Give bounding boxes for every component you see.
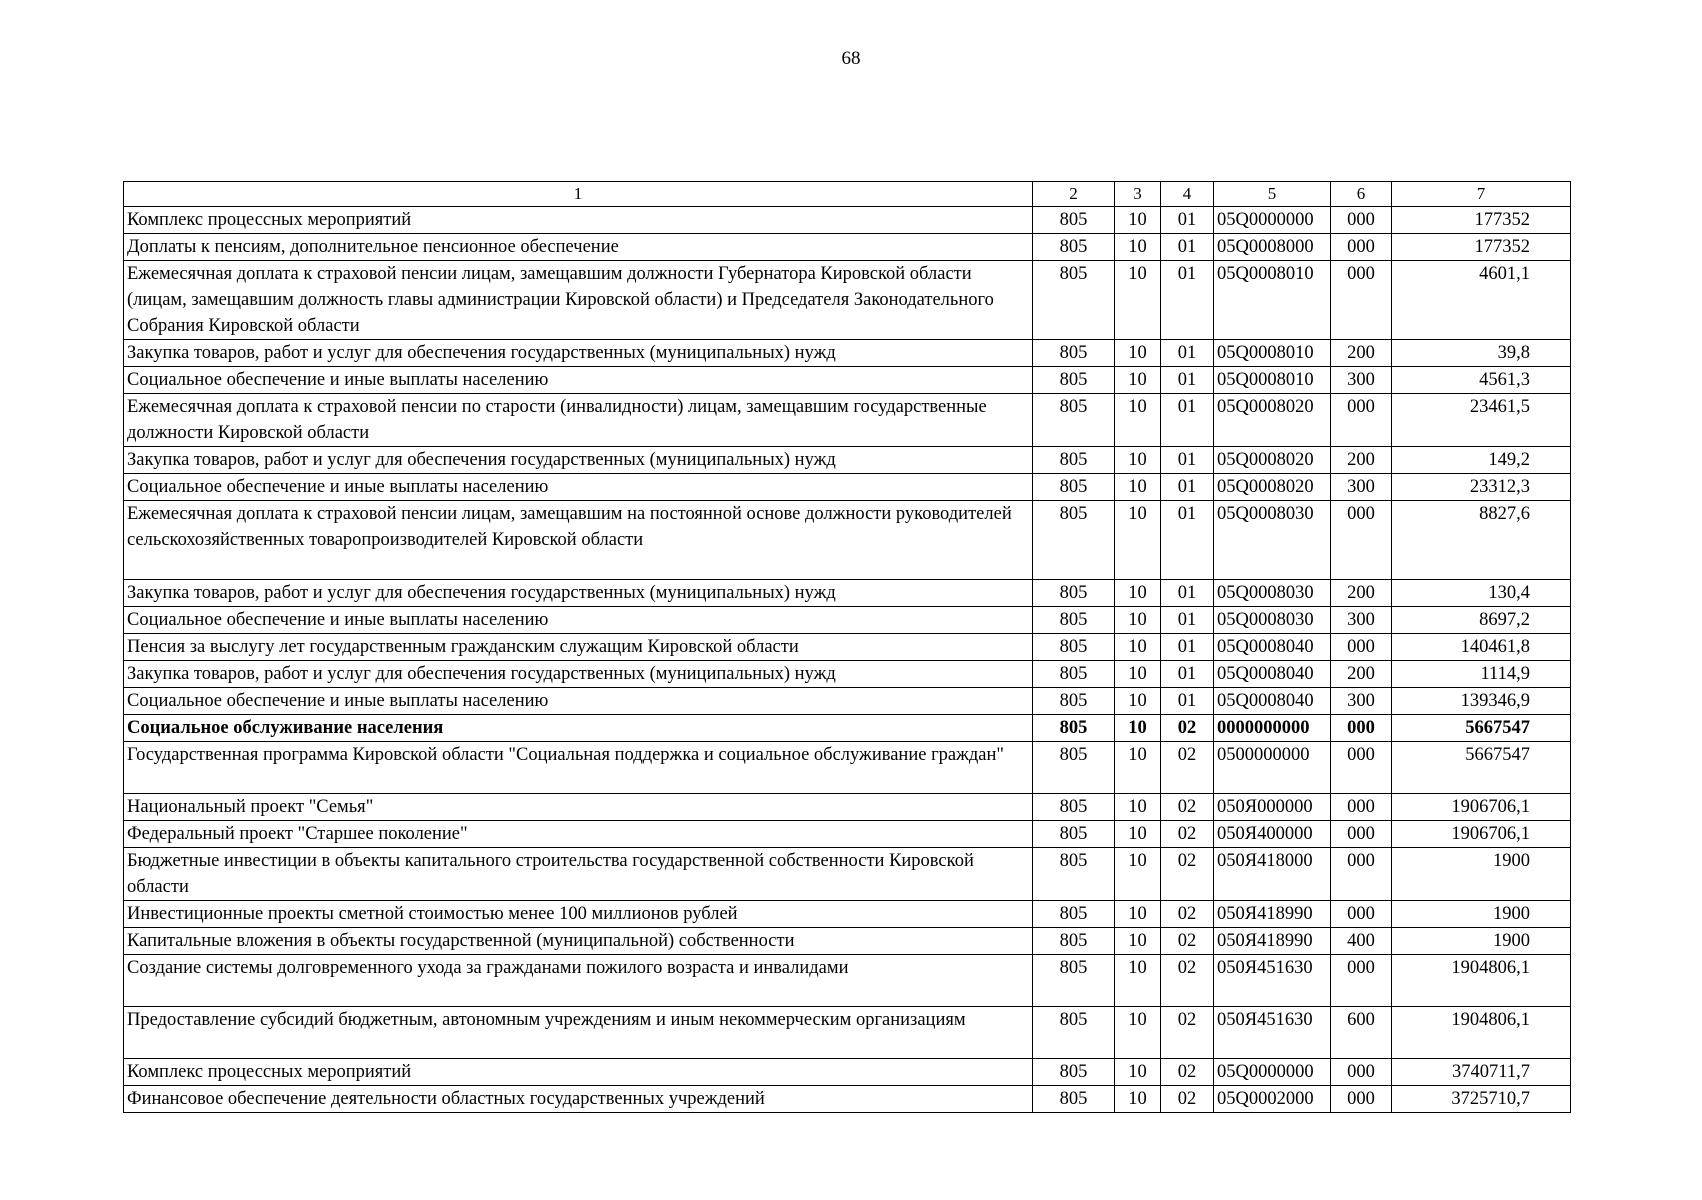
- header-cell-1: 1: [124, 182, 1033, 207]
- row-code-4-cell: 01: [1161, 688, 1214, 715]
- row-name-cell: Комплекс процессных мероприятий: [124, 1059, 1033, 1086]
- row-name-cell: Закупка товаров, работ и услуг для обеспечения государственных (муниципальных) нужд: [124, 340, 1033, 367]
- header-cell-4: 4: [1161, 182, 1214, 207]
- table-row: [124, 207, 1571, 234]
- row-amount-cell: 23312,3: [1392, 474, 1571, 501]
- row-code-5-cell: 050Я400000: [1214, 821, 1331, 848]
- row-name-cell: Государственная программа Кировской области "Социальная поддержка и социальное обслуживание граждан": [124, 742, 1033, 794]
- row-code-2-cell: 805: [1033, 474, 1115, 501]
- row-name-cell: Социальное обслуживание населения: [124, 715, 1033, 742]
- row-code-4-cell: 01: [1161, 340, 1214, 367]
- row-code-5-cell: 050Я451630: [1214, 955, 1331, 1007]
- row-code-4-cell: 01: [1161, 634, 1214, 661]
- row-code-5-cell: 05Q0008020: [1214, 474, 1331, 501]
- row-code-4-cell: 02: [1161, 955, 1214, 1007]
- row-code-4-cell: 01: [1161, 607, 1214, 634]
- row-code-5-cell: 05Q0008010: [1214, 340, 1331, 367]
- row-code-6-cell: 000: [1331, 1086, 1392, 1113]
- row-code-4-cell: 02: [1161, 901, 1214, 928]
- row-code-4-cell: 01: [1161, 661, 1214, 688]
- row-code-3-cell: 10: [1115, 955, 1161, 1007]
- table-row: [124, 261, 1571, 340]
- row-code-3-cell: 10: [1115, 634, 1161, 661]
- row-code-3-cell: 10: [1115, 261, 1161, 340]
- row-code-6-cell: 400: [1331, 928, 1392, 955]
- row-code-5-cell: 05Q0008030: [1214, 580, 1331, 607]
- header-cell-5: 5: [1214, 182, 1331, 207]
- row-name-cell: Комплекс процессных мероприятий: [124, 207, 1033, 234]
- row-name-cell: Финансовое обеспечение деятельности областных государственных учреждений: [124, 1086, 1033, 1113]
- row-code-5-cell: 05Q0008030: [1214, 501, 1331, 580]
- row-code-3-cell: 10: [1115, 715, 1161, 742]
- row-code-2-cell: 805: [1033, 634, 1115, 661]
- row-amount-cell: 5667547: [1392, 715, 1571, 742]
- row-code-6-cell: 000: [1331, 394, 1392, 447]
- row-code-2-cell: 805: [1033, 901, 1115, 928]
- row-code-4-cell: 01: [1161, 474, 1214, 501]
- row-code-5-cell: 05Q0000000: [1214, 1059, 1331, 1086]
- row-code-6-cell: 300: [1331, 688, 1392, 715]
- row-name-cell: Ежемесячная доплата к страховой пенсии лицам, замещавшим на постоянной основе должности руководителей сельскохозяйственных товаропроизводителей Кировской области: [124, 501, 1033, 580]
- row-code-3-cell: 10: [1115, 928, 1161, 955]
- row-code-3-cell: 10: [1115, 901, 1161, 928]
- row-code-4-cell: 02: [1161, 1086, 1214, 1113]
- row-code-6-cell: 000: [1331, 501, 1392, 580]
- row-code-5-cell: 05Q0008020: [1214, 447, 1331, 474]
- row-amount-cell: 1904806,1: [1392, 1007, 1571, 1059]
- row-code-5-cell: 05Q0008040: [1214, 634, 1331, 661]
- row-code-3-cell: 10: [1115, 340, 1161, 367]
- row-code-5-cell: 05Q0002000: [1214, 1086, 1331, 1113]
- row-code-5-cell: 05Q0000000: [1214, 207, 1331, 234]
- row-code-3-cell: 10: [1115, 742, 1161, 794]
- row-amount-cell: 177352: [1392, 207, 1571, 234]
- row-code-2-cell: 805: [1033, 821, 1115, 848]
- row-code-3-cell: 10: [1115, 474, 1161, 501]
- row-code-2-cell: 805: [1033, 928, 1115, 955]
- header-cell-3: 3: [1115, 182, 1161, 207]
- row-code-2-cell: 805: [1033, 340, 1115, 367]
- table-row: [124, 367, 1571, 394]
- row-code-4-cell: 01: [1161, 501, 1214, 580]
- row-code-3-cell: 10: [1115, 447, 1161, 474]
- row-code-3-cell: 10: [1115, 1059, 1161, 1086]
- row-code-2-cell: 805: [1033, 688, 1115, 715]
- row-code-2-cell: 805: [1033, 742, 1115, 794]
- row-code-6-cell: 000: [1331, 1059, 1392, 1086]
- row-amount-cell: 39,8: [1392, 340, 1571, 367]
- row-code-6-cell: 000: [1331, 234, 1392, 261]
- table-row: [124, 234, 1571, 261]
- table-row: [124, 928, 1571, 955]
- row-code-5-cell: 05Q0008040: [1214, 661, 1331, 688]
- table-row: [124, 1086, 1571, 1113]
- table-row: [124, 340, 1571, 367]
- row-name-cell: Предоставление субсидий бюджетным, автономным учреждениям и иным некоммерческим организациям: [124, 1007, 1033, 1059]
- row-code-6-cell: 000: [1331, 634, 1392, 661]
- row-amount-cell: 3740711,7: [1392, 1059, 1571, 1086]
- row-code-3-cell: 10: [1115, 848, 1161, 901]
- row-amount-cell: 8697,2: [1392, 607, 1571, 634]
- row-code-4-cell: 02: [1161, 821, 1214, 848]
- row-name-cell: Ежемесячная доплата к страховой пенсии лицам, замещавшим должности Губернатора Кировской области (лицам, замещавшим должность главы администрации Кировской области) и Председателя Законодательного Собрания Кировской области: [124, 261, 1033, 340]
- row-amount-cell: 177352: [1392, 234, 1571, 261]
- row-amount-cell: 1906706,1: [1392, 821, 1571, 848]
- row-amount-cell: 23461,5: [1392, 394, 1571, 447]
- row-code-3-cell: 10: [1115, 580, 1161, 607]
- row-code-3-cell: 10: [1115, 821, 1161, 848]
- table-row: [124, 821, 1571, 848]
- row-code-4-cell: 02: [1161, 742, 1214, 794]
- row-code-2-cell: 805: [1033, 1086, 1115, 1113]
- table-row: [124, 955, 1571, 1007]
- row-code-3-cell: 10: [1115, 394, 1161, 447]
- row-code-3-cell: 10: [1115, 501, 1161, 580]
- row-code-2-cell: 805: [1033, 715, 1115, 742]
- row-code-5-cell: 050Я418990: [1214, 901, 1331, 928]
- row-code-4-cell: 02: [1161, 1007, 1214, 1059]
- row-code-3-cell: 10: [1115, 1086, 1161, 1113]
- row-code-6-cell: 200: [1331, 340, 1392, 367]
- row-amount-cell: 139346,9: [1392, 688, 1571, 715]
- row-name-cell: Закупка товаров, работ и услуг для обеспечения государственных (муниципальных) нужд: [124, 580, 1033, 607]
- row-code-5-cell: 050Я418000: [1214, 848, 1331, 901]
- row-amount-cell: 1904806,1: [1392, 955, 1571, 1007]
- row-name-cell: Социальное обеспечение и иные выплаты населению: [124, 474, 1033, 501]
- row-code-5-cell: 05Q0008040: [1214, 688, 1331, 715]
- row-code-4-cell: 01: [1161, 367, 1214, 394]
- header-cell-7: 7: [1392, 182, 1571, 207]
- row-amount-cell: 140461,8: [1392, 634, 1571, 661]
- table-row: [124, 715, 1571, 742]
- row-code-2-cell: 805: [1033, 234, 1115, 261]
- row-code-6-cell: 000: [1331, 821, 1392, 848]
- row-code-2-cell: 805: [1033, 1007, 1115, 1059]
- table-row: [124, 580, 1571, 607]
- row-name-cell: Создание системы долговременного ухода за гражданами пожилого возраста и инвалидами: [124, 955, 1033, 1007]
- row-code-5-cell: 050Я451630: [1214, 1007, 1331, 1059]
- row-code-5-cell: 050Я418990: [1214, 928, 1331, 955]
- header-cell-2: 2: [1033, 182, 1115, 207]
- row-code-2-cell: 805: [1033, 447, 1115, 474]
- row-code-5-cell: 05Q0008010: [1214, 367, 1331, 394]
- page-number: 68: [841, 48, 861, 69]
- row-code-4-cell: 02: [1161, 848, 1214, 901]
- row-name-cell: Капитальные вложения в объекты государственной (муниципальной) собственности: [124, 928, 1033, 955]
- row-code-6-cell: 000: [1331, 901, 1392, 928]
- row-code-2-cell: 805: [1033, 261, 1115, 340]
- row-amount-cell: 4561,3: [1392, 367, 1571, 394]
- row-code-3-cell: 10: [1115, 794, 1161, 821]
- row-code-6-cell: 200: [1331, 580, 1392, 607]
- row-code-2-cell: 805: [1033, 367, 1115, 394]
- row-code-5-cell: 050Я000000: [1214, 794, 1331, 821]
- row-name-cell: Закупка товаров, работ и услуг для обеспечения государственных (муниципальных) нужд: [124, 447, 1033, 474]
- row-code-2-cell: 805: [1033, 794, 1115, 821]
- row-code-3-cell: 10: [1115, 661, 1161, 688]
- row-code-4-cell: 01: [1161, 207, 1214, 234]
- table-row: [124, 901, 1571, 928]
- row-code-6-cell: 300: [1331, 474, 1392, 501]
- row-code-6-cell: 000: [1331, 742, 1392, 794]
- row-code-6-cell: 200: [1331, 661, 1392, 688]
- row-code-5-cell: 05Q0008020: [1214, 394, 1331, 447]
- row-code-3-cell: 10: [1115, 688, 1161, 715]
- row-code-5-cell: 05Q0008030: [1214, 607, 1331, 634]
- row-name-cell: Закупка товаров, работ и услуг для обеспечения государственных (муниципальных) нужд: [124, 661, 1033, 688]
- row-code-2-cell: 805: [1033, 501, 1115, 580]
- table-row: [124, 447, 1571, 474]
- row-amount-cell: 3725710,7: [1392, 1086, 1571, 1113]
- row-code-2-cell: 805: [1033, 580, 1115, 607]
- row-name-cell: Национальный проект "Семья": [124, 794, 1033, 821]
- row-code-6-cell: 000: [1331, 848, 1392, 901]
- table-row: [124, 394, 1571, 447]
- row-code-4-cell: 02: [1161, 794, 1214, 821]
- row-code-3-cell: 10: [1115, 367, 1161, 394]
- row-name-cell: Пенсия за выслугу лет государственным гражданским служащим Кировской области: [124, 634, 1033, 661]
- row-code-2-cell: 805: [1033, 607, 1115, 634]
- row-code-4-cell: 01: [1161, 394, 1214, 447]
- row-code-4-cell: 02: [1161, 715, 1214, 742]
- row-amount-cell: 1900: [1392, 901, 1571, 928]
- row-name-cell: Бюджетные инвестиции в объекты капитального строительства государственной собственности Кировской области: [124, 848, 1033, 901]
- row-code-5-cell: 0000000000: [1214, 715, 1331, 742]
- row-code-6-cell: 000: [1331, 715, 1392, 742]
- row-amount-cell: 1900: [1392, 848, 1571, 901]
- row-code-6-cell: 000: [1331, 261, 1392, 340]
- row-amount-cell: 4601,1: [1392, 261, 1571, 340]
- table-row: [124, 688, 1571, 715]
- table-row: [124, 1007, 1571, 1059]
- row-code-3-cell: 10: [1115, 607, 1161, 634]
- table-row: [124, 794, 1571, 821]
- row-amount-cell: 8827,6: [1392, 501, 1571, 580]
- row-name-cell: Социальное обеспечение и иные выплаты населению: [124, 607, 1033, 634]
- row-amount-cell: 1906706,1: [1392, 794, 1571, 821]
- row-code-4-cell: 01: [1161, 580, 1214, 607]
- table-row: [124, 848, 1571, 901]
- header-row: [124, 182, 1571, 207]
- row-code-6-cell: 300: [1331, 367, 1392, 394]
- table-row: [124, 474, 1571, 501]
- row-code-6-cell: 200: [1331, 447, 1392, 474]
- row-name-cell: Федеральный проект "Старшее поколение": [124, 821, 1033, 848]
- row-code-2-cell: 805: [1033, 661, 1115, 688]
- row-code-6-cell: 300: [1331, 607, 1392, 634]
- row-code-4-cell: 01: [1161, 261, 1214, 340]
- row-name-cell: Социальное обеспечение и иные выплаты населению: [124, 367, 1033, 394]
- row-amount-cell: 1900: [1392, 928, 1571, 955]
- budget-table: [123, 181, 1571, 1113]
- table-row: [124, 501, 1571, 580]
- table-row: [124, 634, 1571, 661]
- header-cell-6: 6: [1331, 182, 1392, 207]
- row-name-cell: Доплаты к пенсиям, дополнительное пенсионное обеспечение: [124, 234, 1033, 261]
- table-body: [124, 207, 1571, 1113]
- row-name-cell: Ежемесячная доплата к страховой пенсии по старости (инвалидности) лицам, замещавшим государственные должности Кировской области: [124, 394, 1033, 447]
- table-row: [124, 742, 1571, 794]
- row-code-2-cell: 805: [1033, 394, 1115, 447]
- row-code-2-cell: 805: [1033, 1059, 1115, 1086]
- row-code-5-cell: 05Q0008010: [1214, 261, 1331, 340]
- row-amount-cell: 5667547: [1392, 742, 1571, 794]
- row-code-6-cell: 000: [1331, 207, 1392, 234]
- row-code-6-cell: 600: [1331, 1007, 1392, 1059]
- row-code-3-cell: 10: [1115, 207, 1161, 234]
- row-amount-cell: 130,4: [1392, 580, 1571, 607]
- table-row: [124, 661, 1571, 688]
- table-row: [124, 607, 1571, 634]
- row-amount-cell: 1114,9: [1392, 661, 1571, 688]
- row-code-6-cell: 000: [1331, 794, 1392, 821]
- row-code-3-cell: 10: [1115, 1007, 1161, 1059]
- row-code-6-cell: 000: [1331, 955, 1392, 1007]
- row-code-4-cell: 01: [1161, 234, 1214, 261]
- row-code-5-cell: 0500000000: [1214, 742, 1331, 794]
- row-code-4-cell: 02: [1161, 1059, 1214, 1086]
- row-code-4-cell: 02: [1161, 928, 1214, 955]
- row-name-cell: Инвестиционные проекты сметной стоимостью менее 100 миллионов рублей: [124, 901, 1033, 928]
- row-code-4-cell: 01: [1161, 447, 1214, 474]
- row-code-2-cell: 805: [1033, 955, 1115, 1007]
- row-code-5-cell: 05Q0008000: [1214, 234, 1331, 261]
- row-code-2-cell: 805: [1033, 848, 1115, 901]
- row-name-cell: Социальное обеспечение и иные выплаты населению: [124, 688, 1033, 715]
- table-row: [124, 1059, 1571, 1086]
- row-code-2-cell: 805: [1033, 207, 1115, 234]
- row-amount-cell: 149,2: [1392, 447, 1571, 474]
- row-code-3-cell: 10: [1115, 234, 1161, 261]
